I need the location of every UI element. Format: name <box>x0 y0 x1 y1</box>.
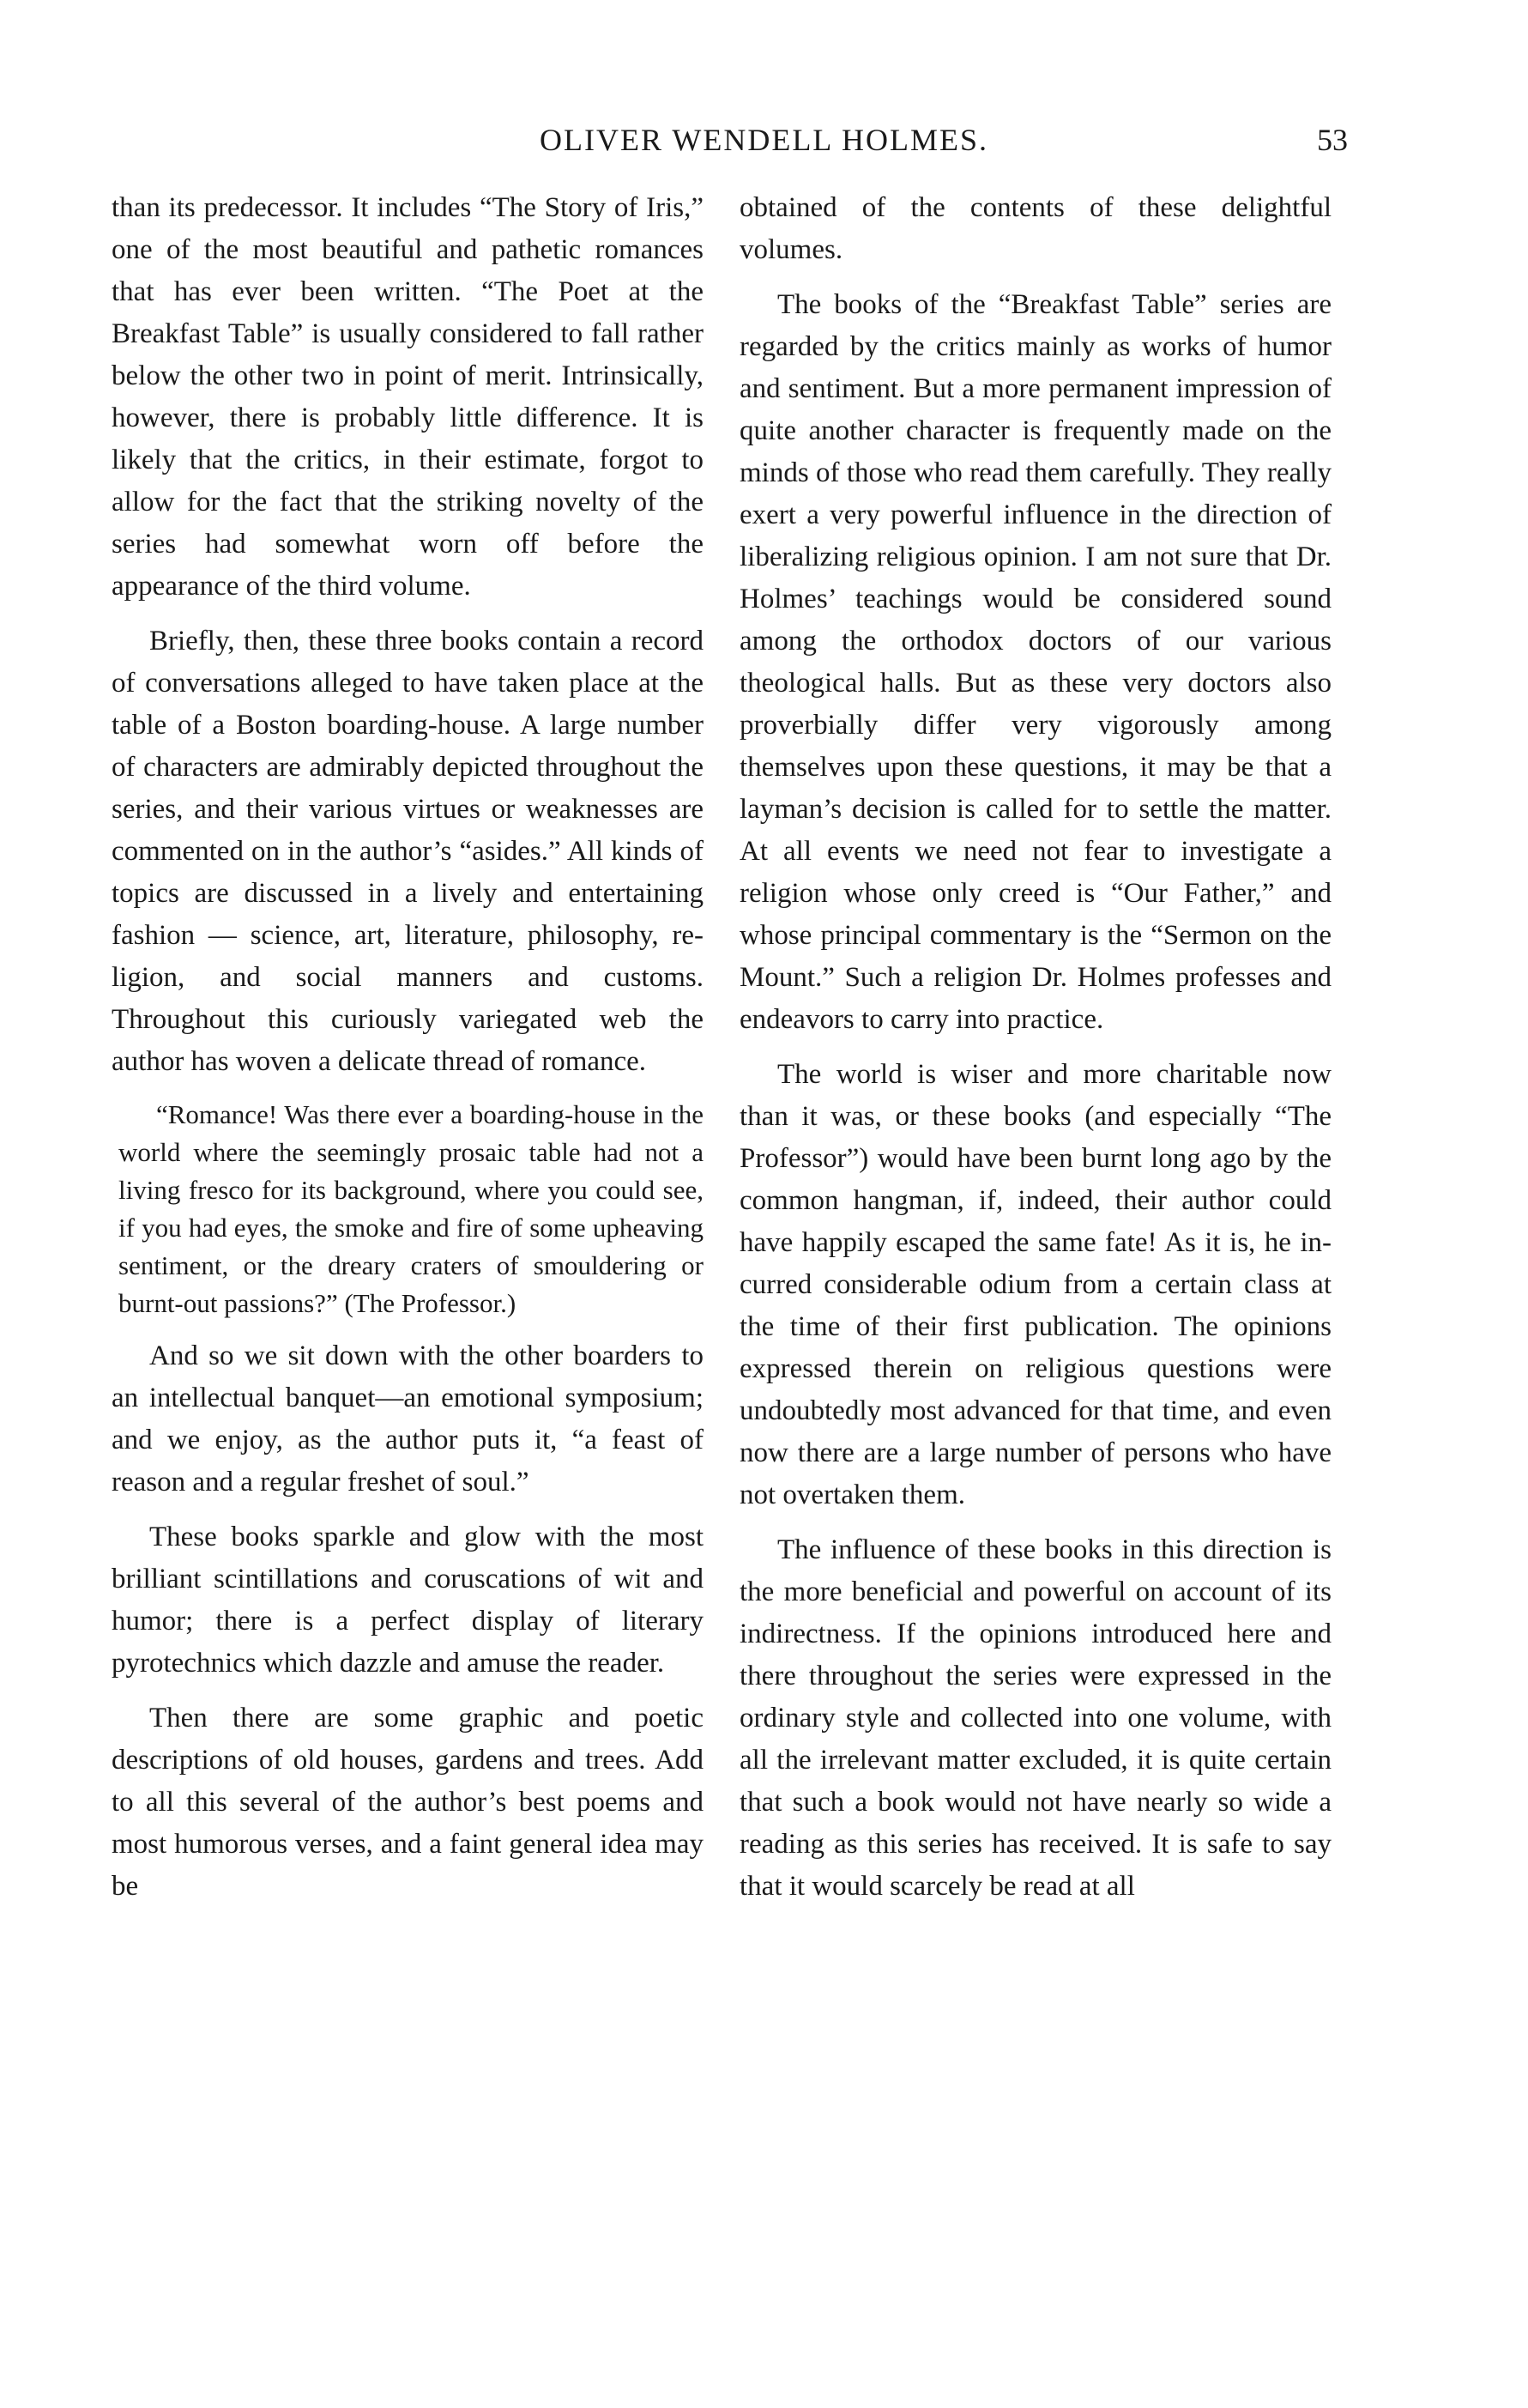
paragraph: These books sparkle and glow with the most brilliant scintillations and coruscations of wit and humor; there is a perfect display of literary pyrotechnics which dazzle and amuse the reader. <box>112 1522 704 1679</box>
paragraph: Briefly, then, these three books contain a record of conversations alleged to have taken place at the table of a Boston boarding-house. A large number of characters are admirably depicted throughout the series, and their various virtues or weaknesses are commented on in the author’s “asides.” All kinds of topics are discussed in a lively and entertaining fashion — science, art, literature, philosophy, religion, and social manners and customs. Throughout this curiously variegated web the author has woven a delicate thread of romance. <box>112 626 704 1077</box>
paragraph: The books of the “Breakfast Table” series are regarded by the critics mainly as works of humor and sentiment. But a more permanent impression of quite another character is frequently made on the minds of those who read them carefully. They really exert a very powerful influence in the direction of liberalizing religious opinion. I am not sure that Dr. Holmes’ teachings would be considered sound among the orthodox doctors of our various theological halls. But as these very doctors also proverbially differ very vigorously among themselves upon these questions, it may be that a layman’s decision is called for to settle the matter. At all events we need not fear to investigate a religion whose only creed is “Our Father,” and whose principal commentary is the “Sermon on the Mount.” Such a religion Dr. Holmes professes and endeavors to carry into practice. <box>740 289 1332 1035</box>
page-number: 53 <box>1317 123 1348 157</box>
paragraph: The influence of these books in this direction is the more beneficial and powerful on account of its indirectness. If the opinions introduced here and there throughout the series were expressed in the ordinary style and collected into one volume, with all the irrelevant matter excluded, it is quite certain that such a book would not have nearly so wide a reading as this series has received. It is safe to say that it would scarcely be read at all <box>740 1534 1332 1902</box>
paragraph: than its predecessor. It includes “The Story of Iris,” one of the most beautiful and pathetic romances that has ever been written. “The Poet at the Breakfast Table” is usually considered to fall rather below the other two in point of merit. Intrinsically, however, there is probably little difference. It is likely that the critics, in their estimate, forgot to allow for the fact that the striking novelty of the series had somewhat worn off before the appearance of the third volume. <box>112 192 704 602</box>
paragraph: Then there are some graphic and poetic descriptions of old houses, gardens and trees. Add to all this several of the author’s best poems and most humorous verses, and a faint general idea may be <box>112 1703 704 1902</box>
paragraph: obtained of the contents of these delightful volumes. <box>740 192 1332 265</box>
running-head <box>0 118 1528 161</box>
paragraph: And so we sit down with the other boarders to an intellectual banquet—an emotional symposium; and we enjoy, as the author puts it, “a feast of reason and a regular freshet of soul.” <box>112 1340 704 1497</box>
right-column <box>740 187 1332 1908</box>
running-title: OLIVER WENDELL HOLMES. <box>540 123 988 157</box>
left-column <box>112 187 704 1908</box>
block-quote: “Romance! Was there ever a boarding-house in the world where the seemingly prosaic table had not a living fresco for its background, where you could see, if you had eyes, the smoke and fire of some upheaving sentiment, or the dreary craters of smouldering or burnt-out passions?” (The Professor.) <box>118 1099 704 1318</box>
paragraph: The world is wiser and more charitable now than it was, or these books (and especially “The Professor”) would have been burnt long ago by the common hangman, if, indeed, their author could have happily escaped the same fate! As it is, he incurred considerable odium from a certain class at the time of their first publication. The opinions expressed therein on religious questions were undoubtedly most advanced for that time, and even now there are a large number of persons who have not overtaken them. <box>740 1059 1332 1510</box>
